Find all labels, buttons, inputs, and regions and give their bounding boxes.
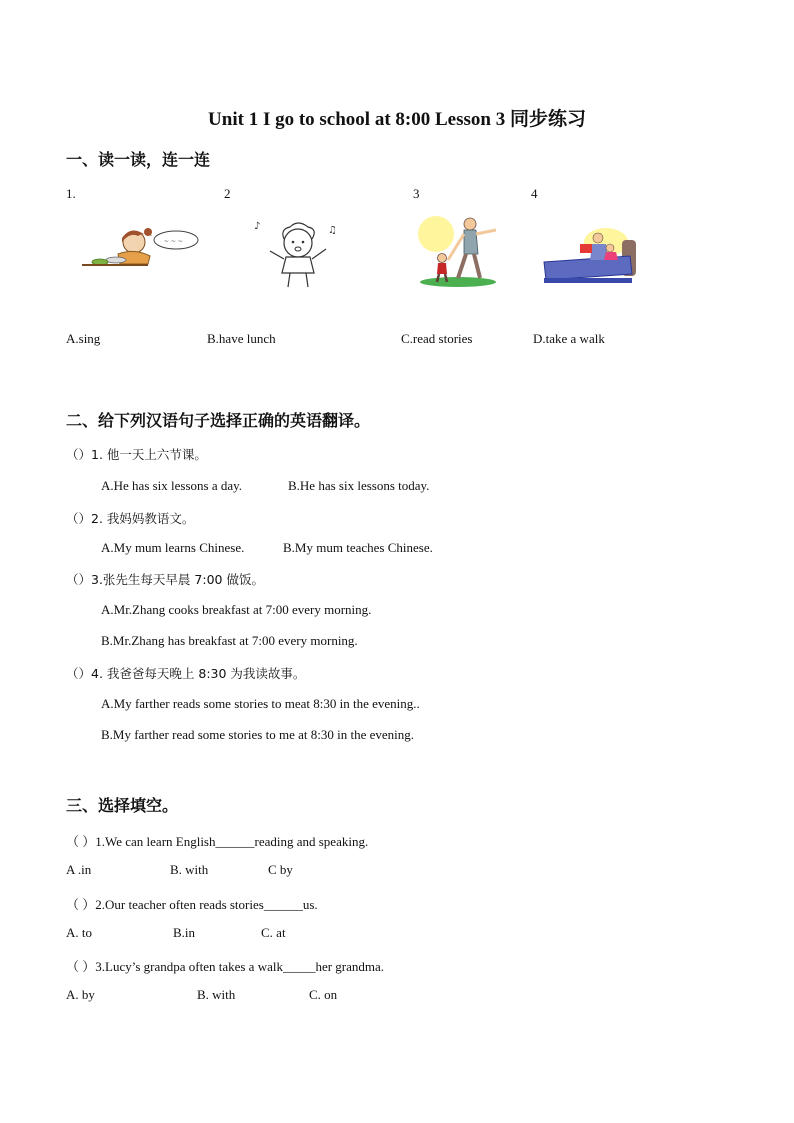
- svg-text:~ ~ ~: ~ ~ ~: [164, 238, 183, 245]
- girl-singing-icon: [250, 215, 342, 291]
- bedtime-story-icon: [540, 226, 640, 288]
- option-d: D.take a walk: [533, 331, 605, 346]
- s3-q3-option-b: B. with: [197, 987, 236, 1002]
- girl-eating-icon: [78, 220, 204, 272]
- s2-q2-stem: （）2. 我妈妈教语文。: [66, 511, 195, 526]
- option-a: A.sing: [66, 331, 101, 346]
- option-c: C.read stories: [401, 331, 473, 346]
- picture-number-3: 3: [413, 186, 420, 201]
- picture-number-1: 1.: [66, 186, 76, 201]
- s3-q1-option-a: A .in: [66, 862, 92, 877]
- s3-q2-option-a: A. to: [66, 925, 92, 940]
- picture-number-4: 4: [531, 186, 538, 201]
- s2-q1-option-b: B.He has six lessons today.: [288, 478, 430, 493]
- s2-q4-option-b: B.My farther read some stories to me at 8:30 in the evening.: [101, 727, 415, 742]
- option-b: B.have lunch: [207, 331, 276, 346]
- page-title: Unit 1 I go to school at 8:00 Lesson 3 同步练习: [208, 109, 586, 130]
- s3-q1-stem: （ ）1.We can learn English______reading and speaking.: [66, 834, 369, 849]
- s2-q1-stem: （）1. 他一天上六节课。: [66, 447, 207, 462]
- section1-heading: 一、读一读，连一连: [66, 150, 211, 169]
- svg-text:♪: ♪: [254, 221, 261, 232]
- section2-heading: 二、给下列汉语句子选择正确的英语翻译。: [66, 411, 371, 430]
- s3-q3-stem: （ ）3.Lucy’s grandpa often takes a walk_____her grandma.: [66, 959, 385, 974]
- s2-q2-option-a: A.My mum learns Chinese.: [101, 540, 245, 555]
- s3-q1-option-b: B. with: [170, 862, 209, 877]
- s2-q2-option-b: B.My mum teaches Chinese.: [283, 540, 433, 555]
- svg-text:♫: ♫: [328, 225, 337, 236]
- s2-q1-option-a: A.He has six lessons a day.: [101, 478, 243, 493]
- s2-q4-option-a: A.My farther reads some stories to meat 8:30 in the evening..: [101, 696, 420, 711]
- picture-number-2: 2: [224, 186, 231, 201]
- s3-q3-option-a: A. by: [66, 987, 95, 1002]
- s3-q3-option-c: C. on: [309, 987, 338, 1002]
- s2-q4-stem: （）4. 我爸爸每天晚上 8:30 为我读故事。: [66, 666, 306, 681]
- father-child-walk-icon: [418, 212, 500, 288]
- s3-q2-option-c: C. at: [261, 925, 286, 940]
- s2-q3-option-a: A.Mr.Zhang cooks breakfast at 7:00 every morning.: [101, 602, 372, 617]
- s2-q3-option-b: B.Mr.Zhang has breakfast at 7:00 every morning.: [101, 633, 358, 648]
- s3-q2-stem: （ ）2.Our teacher often reads stories______us.: [66, 897, 318, 912]
- section3-heading: 三、选择填空。: [66, 796, 179, 815]
- s3-q1-option-c: C by: [268, 862, 293, 877]
- s2-q3-stem: （）3.张先生每天早晨 7:00 做饭。: [66, 572, 264, 587]
- s3-q2-option-b: B.in: [173, 925, 196, 940]
